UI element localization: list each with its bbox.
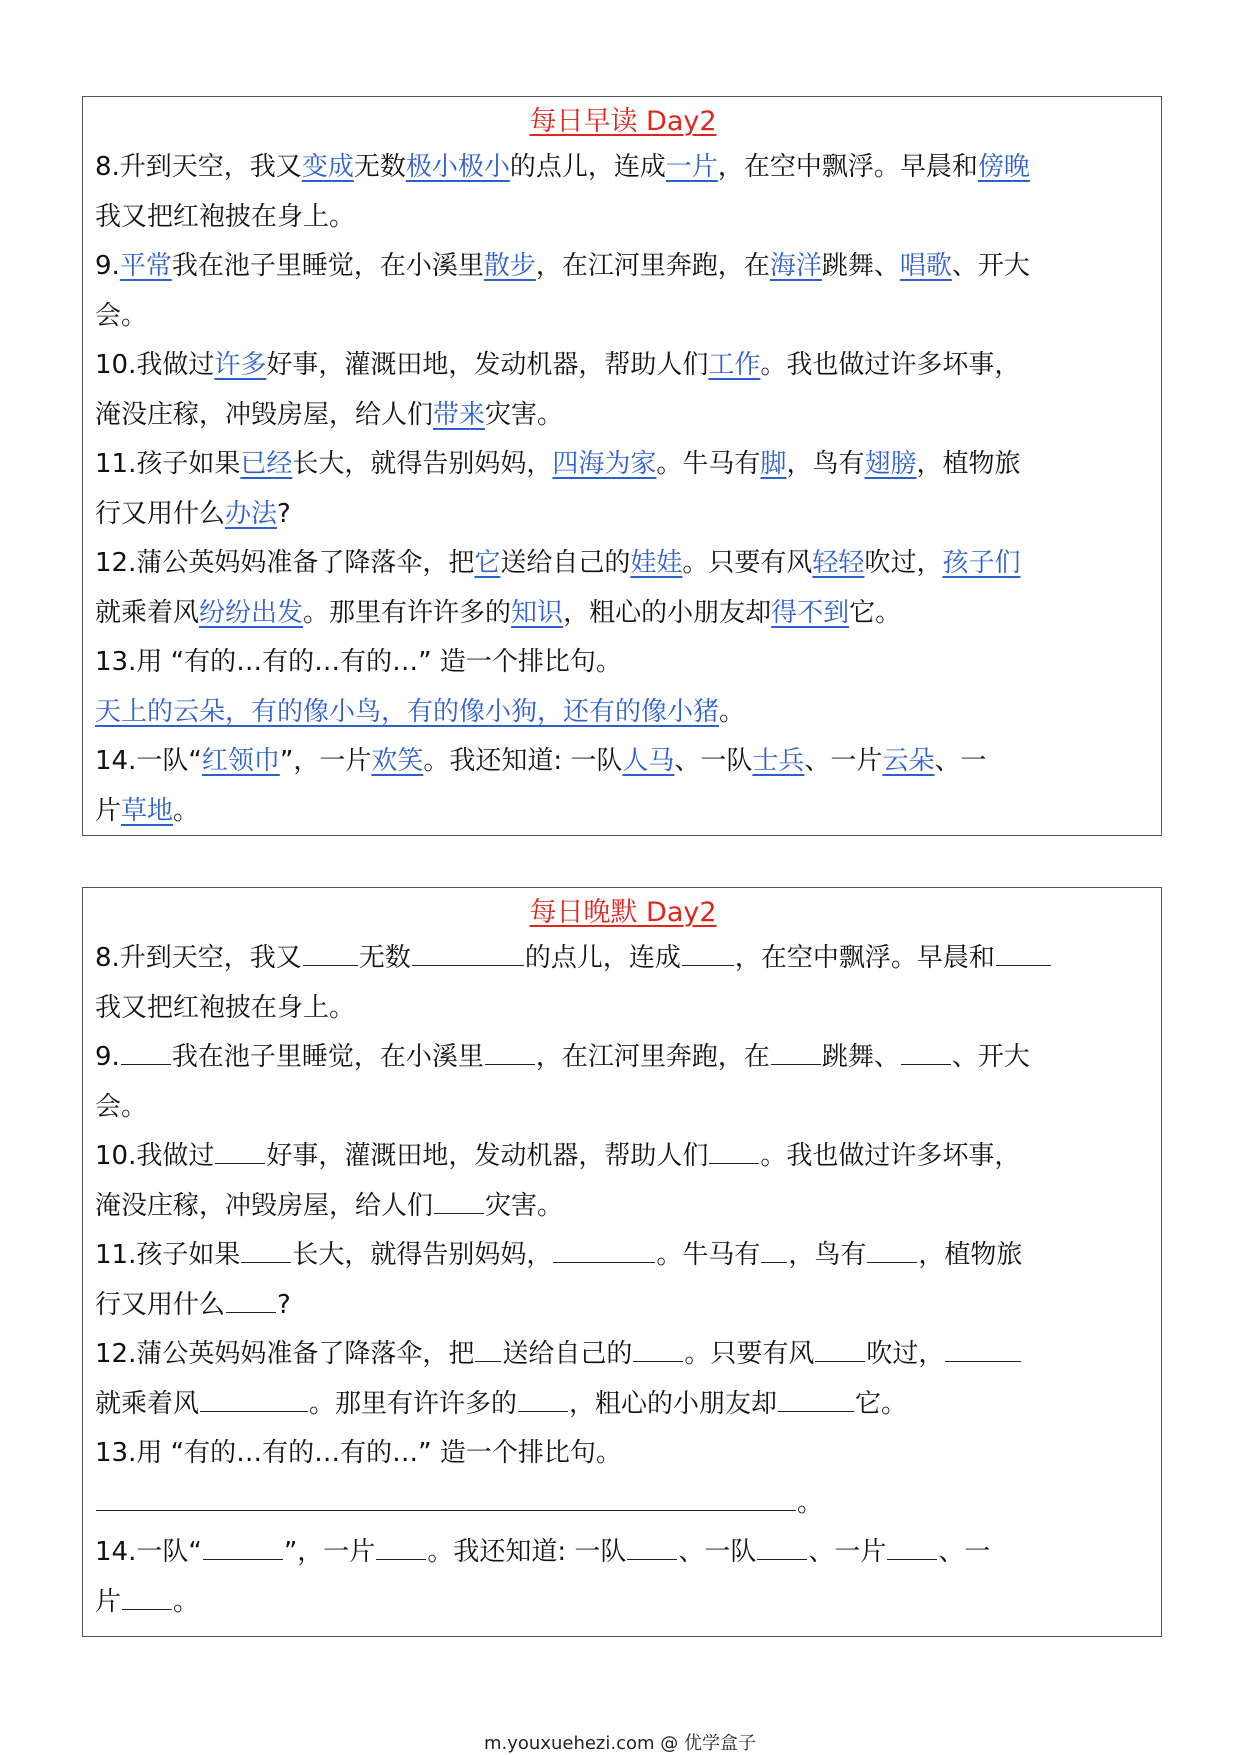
text-segment: 。那里有许许多的 — [309, 1388, 518, 1419]
fill-in-blank-long[interactable] — [96, 1479, 796, 1511]
fill-in-blank[interactable] — [485, 1033, 535, 1065]
text-segment: 8.升到天空，我又 — [95, 943, 302, 973]
text-line — [95, 1578, 1151, 1628]
answer-word: 傍晚 — [977, 152, 1030, 182]
text-segment: 长大，就得告别妈妈， — [292, 449, 553, 479]
text-segment: 、开大 — [951, 251, 1030, 281]
answer-word: 草地 — [121, 795, 174, 826]
text-line — [95, 1033, 1151, 1083]
text-segment: ，在空中飘浮。早晨和 — [734, 943, 995, 973]
text-segment: ，鸟有 — [788, 1240, 867, 1270]
answer-word: 四海为家 — [552, 449, 657, 479]
fill-in-blank[interactable] — [815, 1330, 865, 1362]
text-segment: 。只要有风 — [682, 548, 813, 578]
text-segment: ，在江河里奔跑，在 — [535, 251, 770, 281]
text-line — [95, 1429, 1151, 1479]
text-segment: 、一队 — [674, 746, 753, 776]
text-segment: 的点儿，连成 — [524, 943, 681, 973]
fill-in-blank[interactable] — [226, 1281, 276, 1313]
fill-in-blank[interactable] — [901, 1033, 951, 1065]
text-segment: ，粗心的小朋友却 — [563, 597, 772, 628]
text-segment: 吹过， — [864, 548, 943, 578]
text-line — [95, 638, 1151, 688]
text-segment: 。我还知道: 一队 — [427, 1537, 627, 1567]
morning-content — [95, 143, 1151, 836]
text-segment: 片 — [95, 795, 122, 826]
fill-in-blank[interactable] — [518, 1380, 568, 1412]
text-line — [95, 1479, 1151, 1529]
text-segment: 、一片 — [808, 1537, 887, 1567]
text-line — [95, 1330, 1151, 1380]
text-segment: ，粗心的小朋友却 — [569, 1388, 778, 1419]
text-segment: 灾害。 — [485, 399, 564, 430]
text-segment: ，植物旅 — [916, 449, 1021, 479]
fill-in-blank[interactable] — [682, 934, 734, 966]
answer-word: 变成 — [301, 152, 354, 182]
text-segment: 我在池子里睡觉，在小溪里 — [171, 1042, 484, 1072]
fill-in-blank[interactable] — [200, 1380, 308, 1412]
text-segment: 。 — [719, 696, 746, 727]
fill-in-blank[interactable] — [867, 1231, 917, 1263]
text-segment: 10.我做过 — [95, 350, 215, 380]
text-line — [95, 589, 1151, 639]
text-line — [95, 341, 1151, 391]
evening-content — [95, 934, 1151, 1627]
fill-in-blank[interactable] — [412, 934, 524, 966]
text-segment: 行又用什么 — [95, 498, 226, 529]
text-segment: 10.我做过 — [95, 1141, 215, 1171]
answer-word: 脚 — [760, 449, 787, 479]
text-segment: ”，一片 — [283, 1537, 376, 1567]
fill-in-blank[interactable] — [778, 1380, 854, 1412]
text-segment: 送给自己的 — [502, 1339, 633, 1369]
text-segment: 无数 — [353, 152, 406, 182]
answer-word: 红领巾 — [201, 746, 280, 776]
text-segment: 送给自己的 — [500, 548, 631, 578]
text-segment: 、一 — [938, 1537, 991, 1567]
text-segment: 。 — [173, 1586, 200, 1617]
text-segment: 我又把红袍披在身上。 — [95, 201, 356, 232]
answer-word: 已经 — [240, 449, 293, 479]
text-segment: ，在江河里奔跑，在 — [535, 1042, 770, 1072]
text-segment: 。我也做过许多坏事， — [760, 350, 1021, 380]
answer-word: 欢笑 — [371, 746, 424, 776]
fill-in-blank[interactable] — [121, 1033, 171, 1065]
text-segment: 跳舞、 — [821, 251, 900, 281]
text-segment: 。那里有许许多的 — [303, 597, 512, 628]
text-segment: 13.用 “有的…有的…有的…” 造一个排比句。 — [95, 647, 622, 677]
text-segment: 12.蒲公英妈妈准备了降落伞，把 — [95, 1339, 475, 1369]
fill-in-blank[interactable] — [376, 1528, 426, 1560]
text-segment: ，植物旅 — [918, 1240, 1023, 1270]
text-segment: 、一队 — [678, 1537, 757, 1567]
text-segment: 淹没庄稼，冲毁房屋，给人们 — [95, 399, 434, 430]
text-segment: 吹过， — [866, 1339, 945, 1369]
fill-in-blank[interactable] — [475, 1330, 501, 1362]
text-segment: 行又用什么 — [95, 1289, 226, 1320]
morning-reading-section — [82, 96, 1162, 836]
text-line — [95, 391, 1151, 441]
text-segment: 。我也做过许多坏事， — [760, 1141, 1021, 1171]
fill-in-blank[interactable] — [757, 1528, 807, 1560]
text-segment: 9. — [95, 251, 120, 281]
fill-in-blank[interactable] — [996, 934, 1051, 966]
text-line — [95, 688, 1151, 738]
answer-word: 士兵 — [752, 746, 805, 776]
fill-in-blank[interactable] — [303, 934, 358, 966]
text-line — [95, 1132, 1151, 1182]
answer-word: 孩子们 — [942, 548, 1021, 578]
morning-title: 每日早读 Day2 — [529, 106, 717, 137]
text-segment: 片 — [95, 1586, 122, 1617]
text-segment: 。牛马有 — [656, 1240, 761, 1270]
text-segment: 11.孩子如果 — [95, 1240, 241, 1270]
text-segment: ，在空中飘浮。早晨和 — [717, 152, 978, 182]
text-segment: ”，一片 — [279, 746, 372, 776]
fill-in-blank[interactable] — [771, 1033, 821, 1065]
text-segment: 14.一队“ — [95, 746, 202, 776]
answer-word: 云朵 — [882, 746, 935, 776]
footer-source: m.youxuehezi.com @ 优学盒子 — [483, 1733, 756, 1754]
answer-word: 散步 — [483, 251, 536, 281]
text-segment: 8.升到天空，我又 — [95, 152, 302, 182]
text-line — [95, 539, 1151, 589]
text-line — [95, 787, 1151, 837]
text-line — [95, 984, 1151, 1034]
text-line — [95, 934, 1151, 984]
text-segment: 长大，就得告别妈妈， — [292, 1240, 553, 1270]
answer-word: 天上的云朵，有的像小鸟，有的像小狗，还有的像小猪 — [95, 696, 720, 727]
text-segment: 它。 — [849, 597, 902, 628]
text-segment: 。我还知道: 一队 — [423, 746, 623, 776]
text-line — [95, 490, 1151, 540]
text-segment: ，鸟有 — [786, 449, 865, 479]
text-segment: 、一片 — [804, 746, 883, 776]
answer-word: 海洋 — [769, 251, 822, 281]
text-segment: 、开大 — [951, 1042, 1030, 1072]
text-segment: ? — [277, 498, 291, 529]
text-segment: 无数 — [358, 943, 411, 973]
fill-in-blank[interactable] — [215, 1132, 265, 1164]
text-line — [95, 1528, 1151, 1578]
text-segment: 它。 — [855, 1388, 908, 1419]
answer-word: 娃娃 — [630, 548, 683, 578]
text-segment: 。牛马有 — [656, 449, 761, 479]
evening-dictation-section — [82, 887, 1162, 1637]
fill-in-blank[interactable] — [122, 1578, 172, 1610]
text-segment: 11.孩子如果 — [95, 449, 241, 479]
text-line — [95, 1083, 1151, 1133]
text-line — [95, 737, 1151, 787]
answer-word: 平常 — [119, 251, 172, 281]
text-segment: 我又把红袍披在身上。 — [95, 992, 356, 1023]
text-line — [95, 193, 1151, 243]
text-line — [95, 242, 1151, 292]
text-segment: 就乘着风 — [95, 597, 200, 628]
fill-in-blank[interactable] — [709, 1132, 759, 1164]
answer-word: 唱歌 — [899, 251, 952, 281]
text-segment: 好事，灌溉田地，发动机器，帮助人们 — [266, 350, 709, 380]
text-segment: 跳舞、 — [821, 1042, 900, 1072]
fill-in-blank[interactable] — [553, 1231, 655, 1263]
text-line — [95, 292, 1151, 342]
text-line — [95, 1281, 1151, 1331]
fill-in-blank[interactable] — [887, 1528, 937, 1560]
answer-word: 纷纷出发 — [199, 597, 304, 628]
text-segment: 。只要有风 — [684, 1339, 815, 1369]
text-segment: 的点儿，连成 — [509, 152, 666, 182]
answer-word: 带来 — [433, 399, 486, 430]
answer-word: 知识 — [511, 597, 564, 628]
answer-word: 一片 — [665, 152, 718, 182]
text-segment: ? — [277, 1289, 291, 1320]
text-line — [95, 1231, 1151, 1281]
fill-in-blank[interactable] — [633, 1330, 683, 1362]
text-line — [95, 1380, 1151, 1430]
fill-in-blank[interactable] — [627, 1528, 677, 1560]
text-segment: 我在池子里睡觉，在小溪里 — [171, 251, 484, 281]
fill-in-blank[interactable] — [203, 1528, 283, 1560]
fill-in-blank[interactable] — [945, 1330, 1021, 1362]
answer-word: 它 — [474, 548, 501, 578]
answer-word: 极小极小 — [405, 152, 510, 182]
text-segment: 。 — [173, 795, 200, 826]
text-segment: 13.用 “有的…有的…有的…” 造一个排比句。 — [95, 1438, 622, 1468]
text-segment: 会。 — [95, 1091, 148, 1122]
text-segment: 淹没庄稼，冲毁房屋，给人们 — [95, 1190, 434, 1221]
fill-in-blank[interactable] — [761, 1231, 787, 1263]
text-line — [95, 440, 1151, 490]
answer-word: 轻轻 — [812, 548, 865, 578]
answer-word: 办法 — [225, 498, 278, 529]
fill-in-blank[interactable] — [241, 1231, 291, 1263]
text-segment: 好事，灌溉田地，发动机器，帮助人们 — [266, 1141, 709, 1171]
answer-word: 工作 — [708, 350, 761, 380]
evening-title: 每日晚默 Day2 — [529, 897, 717, 928]
fill-in-blank[interactable] — [434, 1182, 484, 1214]
text-segment: 12.蒲公英妈妈准备了降落伞，把 — [95, 548, 475, 578]
text-segment: 灾害。 — [485, 1190, 564, 1221]
text-segment: 会。 — [95, 300, 148, 331]
answer-word: 翅膀 — [864, 449, 917, 479]
text-line — [95, 1182, 1151, 1232]
answer-word: 人马 — [622, 746, 675, 776]
text-segment: 。 — [797, 1487, 824, 1518]
answer-word: 得不到 — [771, 597, 850, 628]
text-line — [95, 143, 1151, 193]
text-segment: 、一 — [934, 746, 987, 776]
answer-word: 许多 — [214, 350, 267, 380]
text-segment: 9. — [95, 1042, 120, 1072]
text-segment: 14.一队“ — [95, 1537, 202, 1567]
text-segment: 就乘着风 — [95, 1388, 200, 1419]
